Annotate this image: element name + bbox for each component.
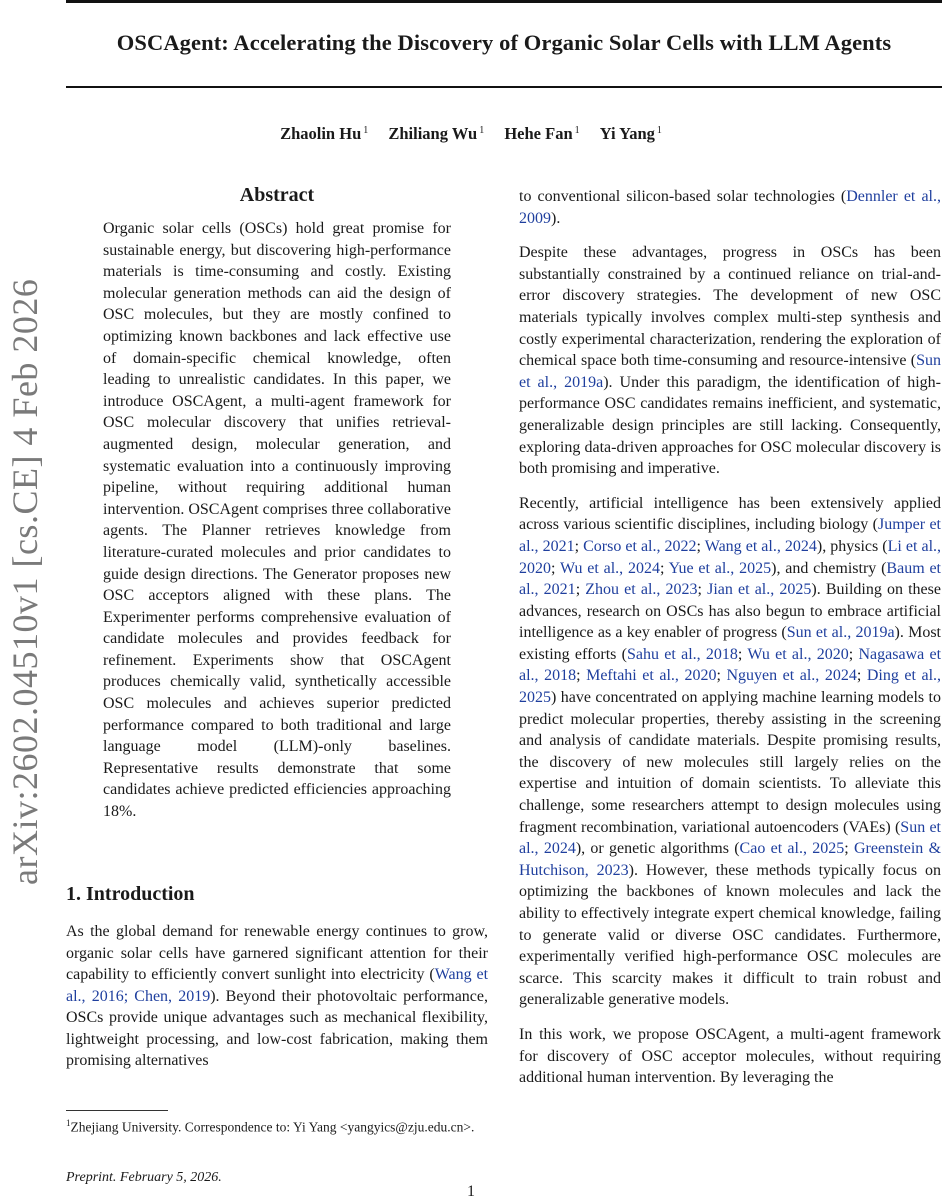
paragraph-text: ; [574, 537, 584, 555]
footnote: $^1$Zhejiang University. Correspondence to: Yi Yang <yangyics@zju.edu.cn>. [66, 1118, 475, 1135]
paragraph-text: ). However, these methods typically focus on optimizing the backbones of known molecules and lack the ability to effectively integrate expert chemical knowledge, failing to generate valid or diverse OSC candidates. Furthermore, experimentally verified high-performance OSC molecules are scarce. This scarcity makes it difficult to train robust and generalizable generative models. [519, 861, 941, 1009]
citation-link[interactable]: Jumper et al., 2021 [519, 516, 941, 555]
citation-link[interactable]: Wang et al., 2024 [704, 537, 817, 555]
paragraph-text: ) have concentrated on applying machine learning models to predict molecular properties, thereby assisting in the screening and analysis of candidate materials. Despite promising results, the discovery of new molecules still largely relies on the expertise and intuition of domain scientists. To alleviate this challenge, some researchers attempt to design molecules using fragment recombination, variational autoencoders (VAEs) ( [519, 689, 941, 836]
author: Zhiliang Wu $^1$ [388, 124, 485, 143]
paragraph-text: ; [660, 559, 669, 577]
body-paragraph [519, 242, 941, 480]
citation-link[interactable]: Nguyen et al., 2024 [726, 667, 857, 685]
paragraph-text: ; [737, 645, 748, 663]
paragraph-text: ; [844, 840, 854, 858]
intro-paragraph [66, 921, 488, 1072]
citation-link[interactable]: Sahu et al., 2018 [627, 645, 738, 663]
preprint-note: Preprint. February 5, 2026. [66, 1170, 222, 1185]
page-number: 1 [467, 1183, 475, 1200]
author: Yi Yang $^1$ [599, 124, 662, 143]
footnote-rule [66, 1110, 168, 1111]
paragraph-text: ). [551, 209, 561, 227]
paragraph-text: ), or genetic algorithms ( [575, 840, 740, 858]
paragraph-text: ; [551, 559, 560, 577]
paragraph-text: to conventional silicon-based solar technologies ( [519, 188, 847, 205]
author: Hehe Fan $^1$ [504, 124, 580, 143]
citation-link[interactable]: Wu et al., 2020 [747, 645, 849, 663]
citation-link[interactable]: Ding et al., 2025 [519, 667, 942, 707]
paragraph-text: Despite these advantages, progress in OSCs has been substantially constrained by a continued reliance on trial-and-error discovery strategies. The development of new OSC materials typically involves complex multi-step synthesis and costly experimental characterization, rendering the exploration of chemical space both time-consuming and resource-intensive ( [519, 244, 941, 370]
body-paragraph [519, 493, 941, 1011]
paragraph-text: As the global demand for renewable energy continues to grow, organic solar cells have garnered significant attention for their capability to efficiently convert sunlight into electricity ( [66, 923, 488, 983]
citation-link[interactable]: Wang et al., 2016; Chen, 2019 [66, 966, 489, 1005]
paragraph-text: ; [696, 537, 705, 555]
citation-link[interactable]: Meftahi et al., 2020 [586, 667, 717, 685]
title-top-rule [66, 0, 942, 3]
author: Zhaolin Hu $^1$ [280, 124, 369, 143]
paragraph-text: ), physics ( [816, 537, 888, 555]
citation-link[interactable]: Zhou et al., 2023 [585, 581, 698, 599]
paper-title: OSCAgent: Accelerating the Discovery of Organic Solar Cells with LLM Agents [116, 30, 892, 55]
arxiv-stamp: arXiv:2602.04510v1 [cs.CE] 4 Feb 2026 [5, 278, 45, 885]
paragraph-text: ; [576, 667, 587, 685]
paragraph-text: ). Beyond their photovoltaic performance, OSCs provide unique advantages such as mechanical flexibility, lightweight processing, and low-cost fabrication, making them promising alternatives [66, 987, 488, 1069]
citation-link[interactable]: Nagasawa et al., 2018 [519, 645, 942, 685]
citation-link[interactable]: Greenstein & Hutchison, 2023 [519, 840, 942, 879]
citation-link[interactable]: Sun et al., 2024 [519, 818, 941, 858]
paragraph-text: ), and chemistry ( [771, 559, 887, 577]
paragraph-text: In this work, we propose OSCAgent, a multi-agent framework for discovery of OSC acceptor molecules, without requiring additional human intervention. By leveraging the [519, 1025, 941, 1087]
paragraph-text: ; [575, 581, 586, 599]
paragraph-text: ). Most existing efforts ( [519, 624, 942, 663]
citation-link[interactable]: Jian et al., 2025 [707, 581, 812, 599]
citation-link[interactable]: Li et al., 2020 [519, 537, 942, 577]
citation-link[interactable]: Baum et al., 2021 [519, 559, 942, 599]
title-bottom-rule [66, 86, 942, 88]
paragraph-text: ). Building on these advances, research on OSCs has also begun to embrace artificial intelligence as a key enabler of progress ( [519, 581, 941, 642]
citation-link[interactable]: Dennler et al., 2009 [519, 188, 942, 227]
paragraph-text: ; [697, 581, 708, 599]
paragraph-text: ; [856, 667, 867, 685]
body-paragraph [519, 186, 941, 229]
citation-link[interactable]: Sun et al., 2019a [786, 624, 895, 642]
citation-link[interactable]: Yue et al., 2025 [668, 559, 772, 577]
section-heading-introduction: 1. Introduction [66, 883, 195, 905]
paragraph-text: ). Under this paradigm, the identification of high-performance OSC candidates remains inefficient, and systematic, generalizable design principles are still lacking. Consequently, exploring data-driven approaches for OSC molecular discovery is both promising and imperative. [519, 373, 941, 478]
right-column [519, 186, 941, 1102]
paragraph-text: Recently, artificial intelligence has been extensively applied across various scientific disciplines, including biology ( [519, 494, 941, 534]
citation-link[interactable]: Cao et al., 2025 [739, 840, 845, 858]
body-paragraph [519, 1024, 941, 1089]
paragraph-text: ; [716, 667, 727, 685]
abstract-heading: Abstract [239, 184, 315, 206]
citation-link[interactable]: Sun et al., 2019a [519, 352, 941, 391]
paragraph-text: ; [848, 645, 859, 663]
author-list [0, 124, 942, 144]
citation-link[interactable]: Wu et al., 2024 [559, 559, 660, 577]
abstract-body: Organic solar cells (OSCs) hold great promise for sustainable energy, but discovering high-performance materials is time-consuming and costly. Existing molecular generation methods can aid the design of OSC molecules, but they are mostly confined to optimizing known backbones and lack effective use of domain-specific chemical knowledge, often leading to unrealistic candidates. In this paper, we introduce OSCAgent, a multi-agent framework for OSC molecular discovery that unifies retrieval-augmented design, molecular generation, and systematic evaluation into a continuously improving pipeline, without requiring additional human intervention. OSCAgent comprises three collaborative agents. The Planner retrieves knowledge from literature-curated molecules and prior candidates to guide design directions. The Generator proposes new OSC acceptors aligned with these plans. The Experimenter performs comprehensive evaluation of candidate molecules and provides feedback for refinement. Experiments show that OSCAgent produces chemically valid, synthetically accessible OSC molecules and achieves superior predicted performance compared to both traditional and large language model (LLM)-only baselines. Representative results demonstrate that some candidates achieve predicted efficiencies approaching 18%. [103, 220, 451, 821]
citation-link[interactable]: Corso et al., 2022 [583, 537, 697, 555]
